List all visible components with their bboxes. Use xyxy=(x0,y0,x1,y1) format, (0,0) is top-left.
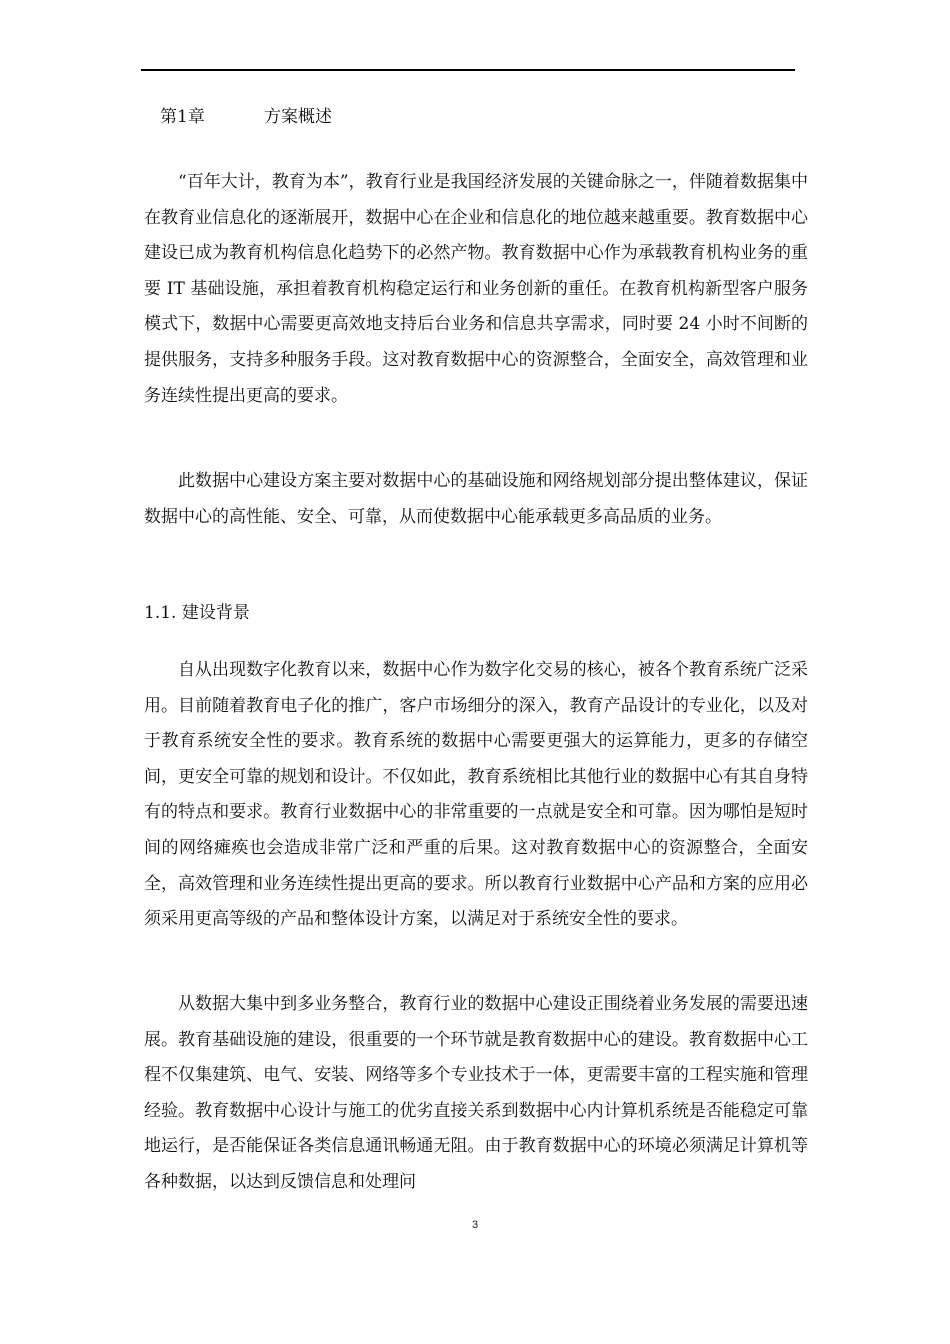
section-paragraph-1: 自从出现数字化教育以来，数据中心作为数字化交易的核心，被各个教育系统广泛采用。目前随着教育电子化的推广，客户市场细分的深入，教育产品设计的专业化，以及对于教育系统安全性的要求。教育系统的数据中心需要更强大的运算能力，更多的存储空间，更安全可靠的规划和设计。不仅如此，教育系统相比其他行业的数据中心有其自身特有的特点和要求。教育行业数据中心的非常重要的一点就是安全和可靠。因为哪怕是短时间的网络瘫痪也会造成非常广泛和严重的后果。这对教育数据中心的资源整合，全面安全，高效管理和业务连续性提出更高的要求。所以教育行业数据中心产品和方案的应用必须采用更高等级的产品和整体设计方案，以满足对于系统安全性的要求。 xyxy=(144,660,808,930)
header-rule xyxy=(141,69,795,71)
page-number: 3 xyxy=(471,1219,479,1231)
chapter-title: 方案概述 xyxy=(264,107,332,127)
intro-paragraph-2: 此数据中心建设方案主要对数据中心的基础设施和网络规划部分提出整体建议，保证数据中心的高性能、安全、可靠，从而使数据中心能承载更多高品质的业务。 xyxy=(144,471,808,527)
intro-paragraph-1: “百年大计，教育为本”，教育行业是我国经济发展的关键命脉之一，伴随着数据集中在教育业信息化的逐渐展开，数据中心在企业和信息化的地位越来越重要。教育数据中心建设已成为教育机构信息化趋势下的必然产物。教育数据中心作为承载教育机构业务的重要 IT 基础设施，承担着教育机构稳定运行和业务创新的重任。在教育机构新型客户服务模式下，数据中心需要更高效地支持后台业务和信息共享需求，同时要 24 小时不间断的提供服务，支持多种服务手段。这对教育数据中心的资源整合，全面安全，高效管理和业务连续性提出更高的要求。 xyxy=(144,172,808,406)
chapter-number: 第1章 xyxy=(160,107,205,127)
section-paragraph-2: 从数据大集中到多业务整合，教育行业的数据中心建设正围绕着业务发展的需要迅速展。教育基础设施的建设，很重要的一个环节就是教育数据中心的建设。教育数据中心工程不仅集建筑、电气、安装、网络等多个专业技术于一体，更需要丰富的工程实施和管理经验。教育数据中心设计与施工的优劣直接关系到数据中心内计算机系统是否能稳定可靠地运行，是否能保证各类信息通讯畅通无阻。由于教育数据中心的环境必须满足计算机等各种数据，以达到反馈信息和处理问 xyxy=(144,994,808,1192)
chapter-heading xyxy=(160,104,332,130)
section-heading: 1.1. 建设背景 xyxy=(144,603,250,623)
